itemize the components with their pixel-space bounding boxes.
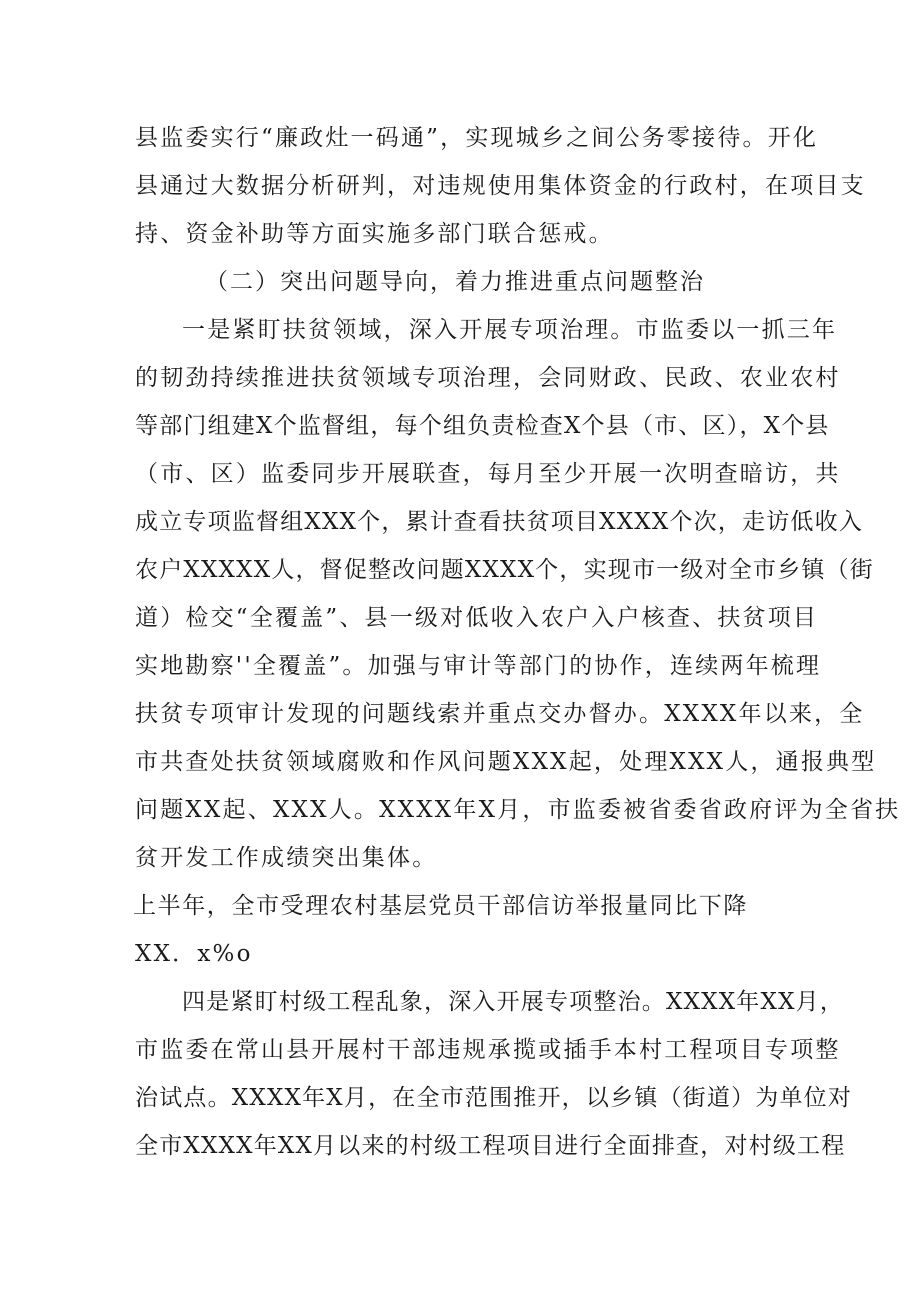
text-line-13: 扶贫专项审计发现的问题线索并重点交办督办。XXXX年以来，全 — [135, 701, 865, 727]
text-line-19: 四是紧盯村级工程乱象，深入开展专项整治。XXXX年XX月， — [182, 989, 845, 1015]
text-line-21: 治试点。XXXX年X月，在全市范围推开，以乡镇（街道）为单位对 — [135, 1085, 853, 1111]
text-line-20: 市监委在常山县开展村干部违规承揽或插手本村工程项目专项整 — [135, 1037, 841, 1063]
text-line-2: 县通过大数据分析研判，对违规使用集体资金的行政村，在项目支 — [135, 173, 866, 199]
text-line-18: XX．x%o — [135, 941, 253, 967]
text-line-10: 农户XXXXX人，督促整改问题XXXX个，实现市一级对全市乡镇（街 — [135, 557, 874, 583]
text-line-12: 实地勘察''全覆盖”。加强与审计等部门的协作，连续两年梳理 — [135, 653, 822, 679]
text-line-6: 的韧劲持续推进扶贫领域专项治理，会同财政、民政、农业农村 — [135, 365, 841, 391]
text-line-5: 一是紧盯扶贫领域，深入开展专项治理。市监委以一抓三年 — [182, 317, 838, 343]
text-line-8: （市、区）监委同步开展联查，每月至少开展一次明查暗访，共 — [135, 461, 841, 487]
text-line-3: 持、资金补助等方面实施多部门联合惩戒。 — [135, 221, 614, 247]
text-line-11: 道）检交“全覆盖”、县一级对低收入农户入户核查、扶贫项目 — [135, 605, 819, 631]
text-line-9: 成立专项监督组XXX个，累计查看扶贫项目XXXX个次，走访低收入 — [135, 509, 864, 535]
text-line-16: 贫开发工作成绩突出集体。 — [135, 845, 438, 871]
text-line-1: 县监委实行“廉政灶一码通”，实现城乡之间公务零接待。开化 — [135, 125, 819, 151]
text-line-14: 市共查处扶贫领域腐败和作风问题XXX起，处理XXX人，通报典型 — [135, 749, 877, 775]
section-heading: （二）突出问题导向，着力推进重点问题整治 — [205, 269, 705, 295]
text-line-7: 等部门组建X个监督组，每个组负责检查X个县（市、区），X个县 — [135, 413, 830, 439]
text-line-22: 全市XXXX年XX月以来的村级工程项目进行全面排查，对村级工程 — [135, 1133, 846, 1159]
text-line-17: 上半年，全市受理农村基层党员干部信访举报量同比下降 — [133, 893, 748, 919]
text-line-15: 问题XX起、XXX人。XXXX年X月，市监委被省委省政府评为全省扶 — [135, 797, 901, 823]
